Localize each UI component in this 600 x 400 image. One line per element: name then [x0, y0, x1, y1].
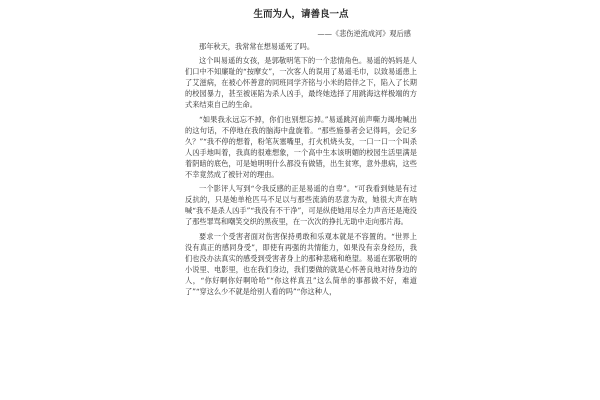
paragraph-4: 一个影评人写到“令我反感的正是易遥的自卑”。“可我看到她是有过反抗的，只是她单枪匹马不足以与那些流淌的恶意为敌，她很大声在呐喊“我不是杀人凶手”“我没有不干净”，可是纵使她用尽全力声音还是淹没了那些罪骂和嘲笑交织的黑夜里，在一次次的挣扎无助中走向那片海。 [185, 184, 417, 227]
document-subtitle: ——《悲伤逆流成河》观后感 [317, 29, 411, 38]
paragraph-1: 那年秋天，我常常在想易遥死了吗。 [199, 42, 315, 51]
paragraph-3: “如果我永远忘不掉，你们也别想忘掉。”易遥跳河前声嘶力竭地喊出的这句话，不停地在我的脑海中盘旋着。“那些施暴者会记得吗，会记多久？”“我不停的想着，粉笔灰塞嘴里，打火机烧头发，一口一口一个叫杀人凶手地叫着，我真的很难想象，一个高中生本该明媚的校园生活里满是着阴暗的底色，可是她明明什么都没有做错，出生贫寒，意外患病，这些不幸竟然成了被针对的理由。 [185, 114, 417, 180]
document-title: 生而为人，请善良一点 [253, 9, 349, 20]
document-body [185, 6, 417, 400]
paragraph-5: 要求一个受害者面对伤害保持勇敢和乐观本就是不容置的。“世界上没有真正的感同身受”，即使有再强的共情能力，如果没有亲身经历，我们也没办法真实的感受到受害者身上的那种悲痛和绝望。易遥在郭敬明的小说里、电影里，也在我们身边，我们要做的就是心怀善良地对待身边的人，“你好啊你好啊哈哈”“你这样真丑”这么简单的事都做不好，难道了”“穿这么少不就是给别人看的吗”“你这种人， [185, 231, 417, 296]
paragraph-2: 这个叫易遥的女孩，是郭敬明笔下的一个悲情角色。易遥的妈妈是人们口中不知廉耻的“按摩女”，一次客人的误用了易遥毛巾，以致易遥患上了艾滋病，在被心怀善意的同班同学齐铭与小米的陪伴之下，陷入了长期的校园暴力，甚至被诬陷为杀人凶手，最终她选择了用跳海这样极端的方式来结束自己的生命。 [185, 56, 417, 110]
